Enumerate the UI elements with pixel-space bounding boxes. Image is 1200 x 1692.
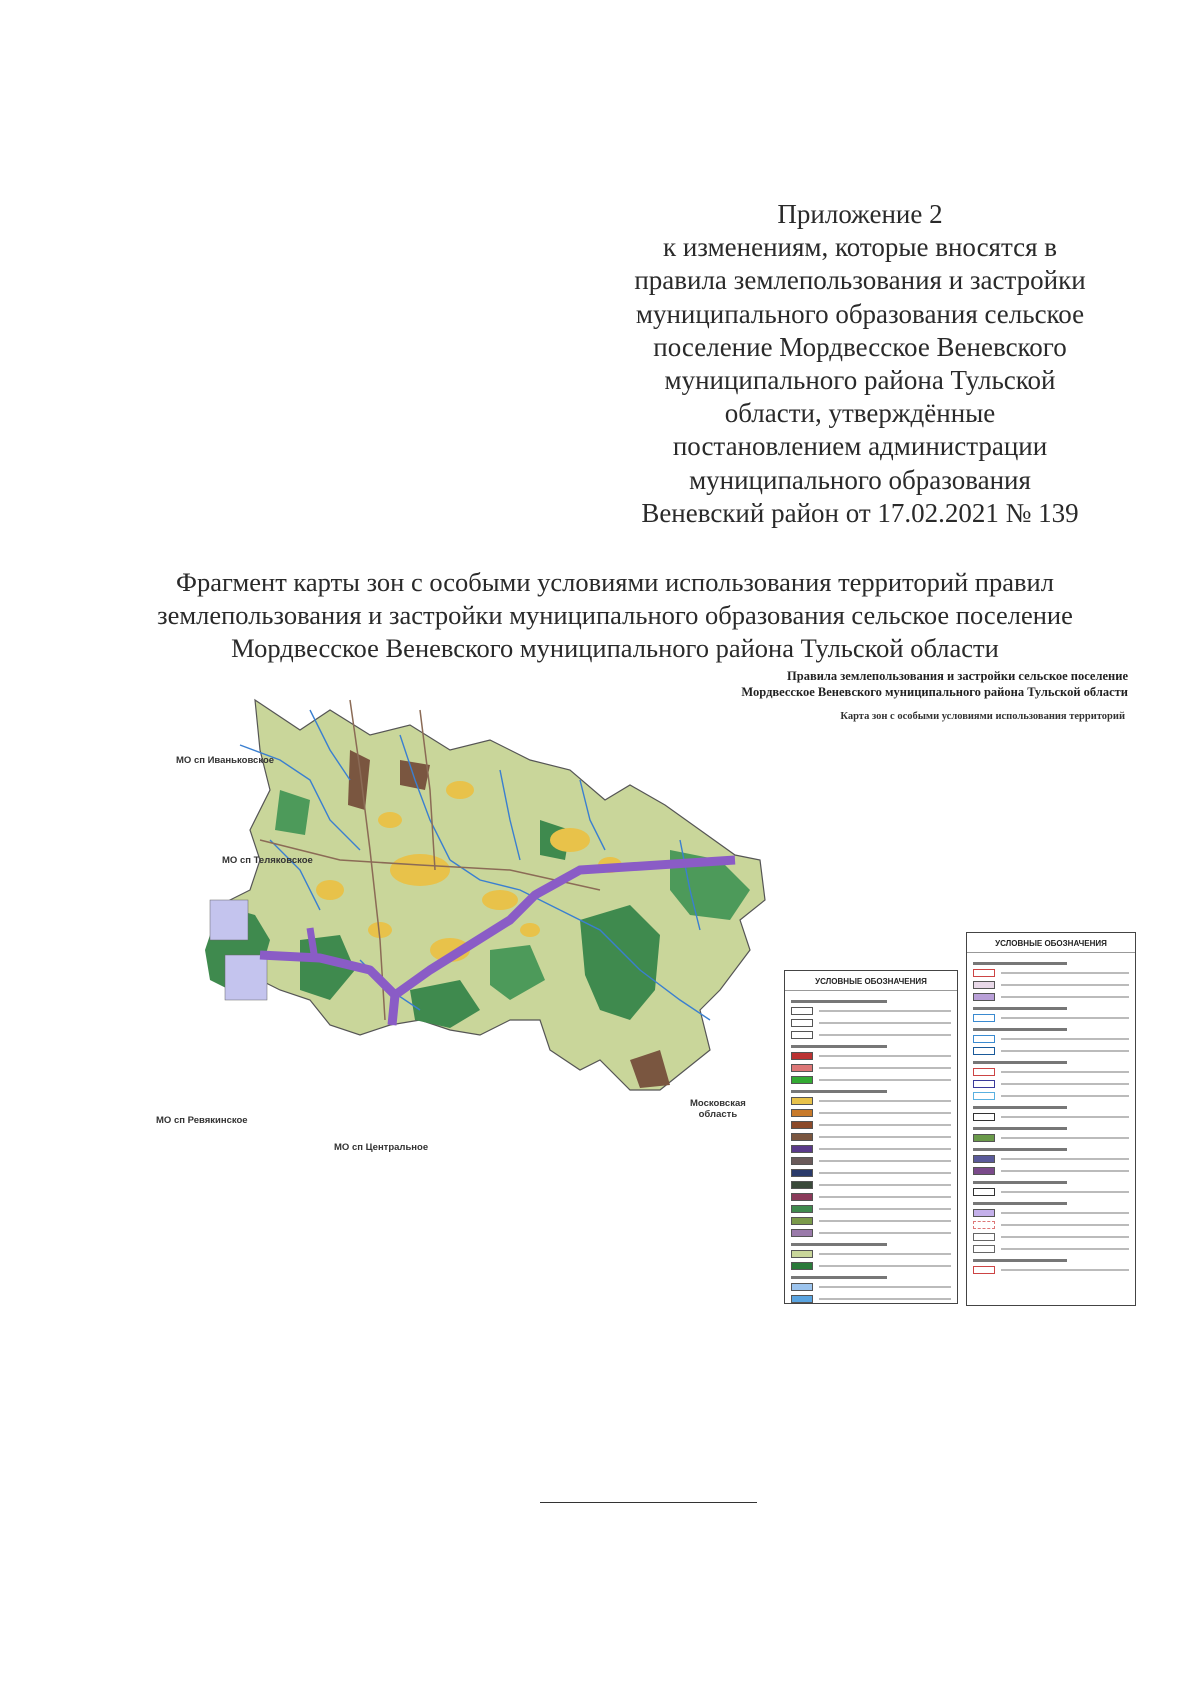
legend-row	[791, 1249, 951, 1259]
appendix-line: муниципального образования	[689, 464, 1031, 495]
legend-text-placeholder	[1001, 996, 1129, 998]
legend-row	[973, 1154, 1129, 1164]
legend-row	[973, 1232, 1129, 1242]
legend-text-placeholder	[819, 1286, 951, 1288]
legend-row	[791, 1204, 951, 1214]
legend-text-placeholder	[819, 1172, 951, 1174]
legend-swatch	[791, 1019, 813, 1027]
legend-section-heading	[973, 1007, 1067, 1010]
legend-swatch	[973, 1209, 995, 1217]
legend-swatch	[791, 1250, 813, 1258]
legend-swatch	[973, 1134, 995, 1142]
legend-row	[973, 1244, 1129, 1254]
legend-text-placeholder	[1001, 1158, 1129, 1160]
legend-swatch	[973, 1233, 995, 1241]
legend-row	[973, 1133, 1129, 1143]
legend-text-placeholder	[819, 1022, 951, 1024]
legend-swatch	[791, 1262, 813, 1270]
legend-section-heading	[973, 1202, 1067, 1205]
legend-text-placeholder	[1001, 1170, 1129, 1172]
legend-text-placeholder	[819, 1160, 951, 1162]
legend-swatch	[791, 1229, 813, 1237]
appendix-line: муниципального района Тульской	[664, 365, 1056, 396]
legend-text-placeholder	[1001, 1095, 1129, 1097]
legend-right-title: УСЛОВНЫЕ ОБОЗНАЧЕНИЯ	[967, 933, 1135, 953]
legend-text-placeholder	[819, 1067, 951, 1069]
legend-row	[791, 1192, 951, 1202]
legend-swatch	[973, 1221, 995, 1229]
appendix-line: правила землепользования и застройки	[634, 265, 1086, 296]
legend-text-placeholder	[819, 1184, 951, 1186]
legend-swatch	[791, 1145, 813, 1153]
legend-text-placeholder	[819, 1265, 951, 1267]
legend-row	[973, 1091, 1129, 1101]
legend-swatch	[791, 1121, 813, 1129]
industrial-area	[400, 760, 430, 790]
legend-row	[973, 968, 1129, 978]
legend-swatch	[791, 1052, 813, 1060]
appendix-block	[610, 198, 1110, 530]
legend-text-placeholder	[1001, 1212, 1129, 1214]
appendix-line: поселение Мордвесское Веневского	[653, 331, 1067, 362]
legend-text-placeholder	[819, 1112, 951, 1114]
fragment-title	[140, 566, 1090, 665]
legend-swatch	[973, 1014, 995, 1022]
map-header-line: Правила землепользования и застройки сельское поселение	[787, 669, 1128, 683]
legend-swatch	[973, 1080, 995, 1088]
fragment-title-line: землепользования и застройки муниципального образования сельское поселение	[157, 600, 1073, 630]
label-revyakinskoe: МО сп Ревякинское	[156, 1115, 248, 1126]
legend-text-placeholder	[819, 1034, 951, 1036]
legend-swatch	[973, 1245, 995, 1253]
legend-swatch	[973, 1266, 995, 1274]
pipeline-zone	[392, 995, 395, 1025]
legend-row	[791, 1261, 951, 1271]
label-moscow-oblast	[690, 1098, 746, 1120]
legend-row	[791, 1108, 951, 1118]
label-moscow-oblast-line: Московская	[690, 1098, 746, 1109]
legend-swatch	[791, 1157, 813, 1165]
legend-swatch	[973, 1068, 995, 1076]
legend-swatch	[791, 1031, 813, 1039]
legend-section-heading	[791, 1276, 887, 1279]
legend-row	[791, 1282, 951, 1292]
legend-text-placeholder	[1001, 1224, 1129, 1226]
legend-left	[784, 970, 958, 1304]
legend-text-placeholder	[1001, 1116, 1129, 1118]
legend-swatch	[791, 1076, 813, 1084]
label-centralnoe: МО сп Центральное	[334, 1142, 429, 1153]
legend-text-placeholder	[1001, 1137, 1129, 1139]
legend-text-placeholder	[819, 1298, 951, 1300]
legend-text-placeholder	[819, 1196, 951, 1198]
legend-text-placeholder	[819, 1253, 951, 1255]
legend-section-heading	[791, 1243, 887, 1246]
footer-separator	[540, 1502, 757, 1503]
legend-swatch	[791, 1181, 813, 1189]
legend-swatch	[791, 1109, 813, 1117]
legend-swatch	[973, 1188, 995, 1196]
legend-swatch	[973, 1035, 995, 1043]
legend-text-placeholder	[819, 1124, 951, 1126]
legend-row	[973, 1187, 1129, 1197]
protected-zone	[210, 900, 248, 940]
label-moscow-oblast-line: область	[698, 1109, 738, 1120]
legend-text-placeholder	[819, 1232, 951, 1234]
legend-row	[973, 1166, 1129, 1176]
legend-swatch	[973, 1047, 995, 1055]
legend-section-heading	[791, 1090, 887, 1093]
legend-row	[973, 1079, 1129, 1089]
legend-text-placeholder	[819, 1208, 951, 1210]
legend-swatch	[973, 993, 995, 1001]
protected-zone	[225, 955, 267, 1000]
legend-right-rows	[967, 953, 1135, 1281]
legend-swatch	[791, 1133, 813, 1141]
appendix-line: к изменениям, которые вносятся в	[662, 232, 1058, 263]
legend-row	[791, 1228, 951, 1238]
legend-swatch	[791, 1295, 813, 1303]
legend-row	[791, 1294, 951, 1304]
appendix-line: Веневский район от 17.02.2021 № 139	[641, 497, 1079, 528]
pipeline-zone	[310, 928, 315, 960]
legend-swatch	[791, 1193, 813, 1201]
legend-row	[791, 1132, 951, 1142]
legend-swatch	[973, 1167, 995, 1175]
legend-row	[973, 1220, 1129, 1230]
appendix-line: Приложение 2	[777, 199, 943, 229]
legend-swatch	[973, 1113, 995, 1121]
legend-row	[791, 1006, 951, 1016]
label-telyakovskoe: МО сп Теляковское	[222, 855, 313, 866]
legend-text-placeholder	[1001, 984, 1129, 986]
legend-row	[791, 1168, 951, 1178]
legend-text-placeholder	[1001, 1071, 1129, 1073]
legend-text-placeholder	[819, 1148, 951, 1150]
legend-text-placeholder	[1001, 1248, 1129, 1250]
legend-row	[973, 980, 1129, 990]
legend-row	[973, 1013, 1129, 1023]
legend-row	[791, 1120, 951, 1130]
legend-row	[973, 1046, 1129, 1056]
legend-row	[973, 1265, 1129, 1275]
fragment-title-line: Мордвесское Веневского муниципального района Тульской области	[231, 633, 999, 663]
legend-swatch	[791, 1283, 813, 1291]
appendix-line: области, утверждённые	[724, 398, 996, 429]
legend-text-placeholder	[1001, 1038, 1129, 1040]
legend-row	[791, 1096, 951, 1106]
legend-section-heading	[791, 1000, 887, 1003]
legend-row	[973, 1067, 1129, 1077]
legend-text-placeholder	[1001, 1191, 1129, 1193]
legend-swatch	[791, 1217, 813, 1225]
legend-section-heading	[973, 1106, 1067, 1109]
map-header-line: Мордвесское Веневского муниципального района Тульской области	[741, 685, 1128, 699]
legend-section-heading	[973, 1181, 1067, 1184]
legend-text-placeholder	[819, 1100, 951, 1102]
legend-text-placeholder	[819, 1055, 951, 1057]
legend-section-heading	[973, 1148, 1067, 1151]
legend-section-heading	[973, 962, 1067, 965]
legend-swatch	[791, 1007, 813, 1015]
legend-row	[973, 1208, 1129, 1218]
legend-row	[791, 1051, 951, 1061]
legend-swatch	[973, 1092, 995, 1100]
fragment-title-line: Фрагмент карты зон с особыми условиями использования территорий правил	[176, 567, 1054, 597]
legend-swatch	[973, 981, 995, 989]
legend-section-heading	[973, 1061, 1067, 1064]
legend-row	[791, 1030, 951, 1040]
legend-row	[791, 1075, 951, 1085]
legend-row	[791, 1018, 951, 1028]
legend-row	[973, 992, 1129, 1002]
label-ivankovskoe: МО сп Иваньковское	[176, 755, 275, 766]
legend-section-heading	[973, 1028, 1067, 1031]
legend-text-placeholder	[1001, 1017, 1129, 1019]
legend-text-placeholder	[819, 1220, 951, 1222]
appendix-line: постановлением администрации	[672, 431, 1048, 462]
legend-row	[973, 1034, 1129, 1044]
legend-text-placeholder	[1001, 972, 1129, 974]
legend-row	[791, 1180, 951, 1190]
legend-swatch	[791, 1097, 813, 1105]
legend-swatch	[791, 1064, 813, 1072]
legend-swatch	[791, 1169, 813, 1177]
legend-swatch	[973, 969, 995, 977]
legend-swatch	[791, 1205, 813, 1213]
legend-section-heading	[973, 1259, 1067, 1262]
legend-section-heading	[791, 1045, 887, 1048]
map-subheader: Карта зон с особыми условиями использования территорий	[840, 711, 1125, 722]
legend-row	[791, 1063, 951, 1073]
legend-left-title: УСЛОВНЫЕ ОБОЗНАЧЕНИЯ	[785, 971, 957, 991]
legend-right	[966, 932, 1136, 1306]
legend-text-placeholder	[1001, 1236, 1129, 1238]
legend-row	[791, 1216, 951, 1226]
legend-left-rows	[785, 991, 957, 1310]
legend-row	[791, 1144, 951, 1154]
legend-text-placeholder	[819, 1136, 951, 1138]
legend-text-placeholder	[819, 1079, 951, 1081]
appendix-line: муниципального образования сельское	[635, 298, 1085, 329]
legend-text-placeholder	[1001, 1050, 1129, 1052]
legend-row	[973, 1112, 1129, 1122]
legend-text-placeholder	[819, 1010, 951, 1012]
legend-section-heading	[973, 1127, 1067, 1130]
legend-text-placeholder	[1001, 1083, 1129, 1085]
legend-text-placeholder	[1001, 1269, 1129, 1271]
legend-swatch	[973, 1155, 995, 1163]
legend-row	[791, 1156, 951, 1166]
